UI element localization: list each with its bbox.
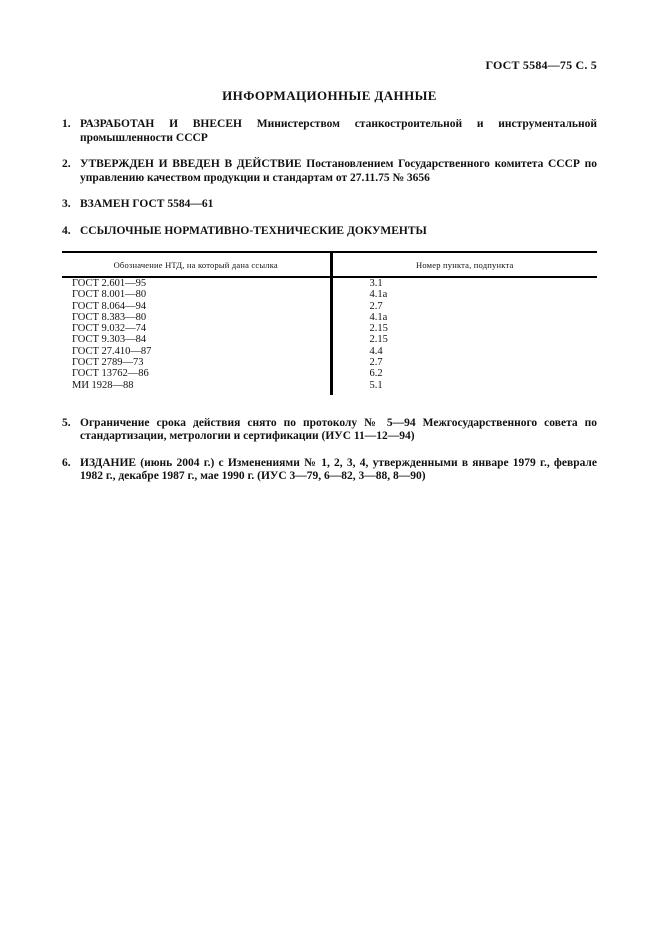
item-number: 2. xyxy=(62,158,71,170)
list-item xyxy=(62,198,597,212)
table-row xyxy=(62,368,597,379)
item-text: РАЗРАБОТАН И ВНЕСЕН Министерством станкостроительной и инструментальной промышленности СССР xyxy=(80,118,597,144)
cell-ntd-designation: ГОСТ 9.303—84 xyxy=(72,334,147,346)
reference-table-header xyxy=(62,252,597,277)
page-title: ИНФОРМАЦИОННЫЕ ДАННЫЕ xyxy=(222,88,437,103)
table-row xyxy=(62,301,597,312)
table-row xyxy=(62,334,597,345)
item-number: 5. xyxy=(62,416,71,429)
table-row xyxy=(62,323,597,334)
table-row xyxy=(62,277,597,289)
column-header-ntd-designation: Обозначение НТД, на который дана ссылка xyxy=(62,252,331,277)
cell-clause-number: 2.7 xyxy=(331,357,597,368)
cell-ntd-designation: ГОСТ 9.032—74 xyxy=(72,323,147,335)
cell-ntd-designation: ГОСТ 2.601—95 xyxy=(72,278,147,289)
cell-ntd-designation: ГОСТ 8.383—80 xyxy=(72,311,147,323)
info-items-before-table xyxy=(62,118,597,238)
reference-table-body xyxy=(62,277,597,395)
cell-clause-number: 4.1а xyxy=(331,312,597,323)
cell-clause-number: 5.1 xyxy=(331,380,597,395)
cell-clause-number: 4.4 xyxy=(331,346,597,357)
cell-clause-number: 2.7 xyxy=(331,301,597,312)
cell-clause-number: 4.1а xyxy=(331,289,597,300)
cell-ntd-designation: ГОСТ 8.001—80 xyxy=(72,289,147,301)
cell-ntd-designation: ГОСТ 8.064—94 xyxy=(72,300,147,312)
list-item xyxy=(62,457,597,484)
cell-ntd-designation: ГОСТ 2789—73 xyxy=(72,357,144,369)
item-text: УТВЕРЖДЕН И ВВЕДЕН В ДЕЙСТВИЕ Постановлением Государственного комитета СССР по управлению качеством продукции и стандартам от 27.11.75 № 3656 xyxy=(80,158,597,184)
reference-table xyxy=(62,251,597,395)
page-header: ГОСТ 5584—75 С. 5 xyxy=(485,58,597,72)
item-number: 6. xyxy=(62,456,71,469)
item-text: ССЫЛОЧНЫЕ НОРМАТИВНО-ТЕХНИЧЕСКИЕ ДОКУМЕНТЫ xyxy=(80,224,427,237)
cell-clause-number: 2.15 xyxy=(331,334,597,345)
list-item xyxy=(62,118,597,145)
item-number: 1. xyxy=(62,118,71,130)
cell-ntd-designation: ГОСТ 13762—86 xyxy=(72,368,149,380)
cell-ntd-designation: МИ 1928—88 xyxy=(72,379,134,391)
table-row xyxy=(62,289,597,300)
item-text: Ограничение срока действия снято по протоколу № 5—94 Межгосударственного совета по стандартизации, метрологии и сертификации (ИУС 11—12—94) xyxy=(80,416,597,443)
item-number: 4. xyxy=(62,224,71,237)
cell-ntd-designation: ГОСТ 27.410—87 xyxy=(72,345,152,357)
item-text: ВЗАМЕН ГОСТ 5584—61 xyxy=(80,198,214,210)
table-row xyxy=(62,312,597,323)
cell-clause-number: 2.15 xyxy=(331,323,597,334)
info-items-after-table xyxy=(62,417,597,484)
list-item xyxy=(62,225,597,239)
list-item xyxy=(62,417,597,444)
cell-clause-number: 6.2 xyxy=(331,368,597,379)
column-header-clause-number: Номер пункта, подпункта xyxy=(331,252,597,277)
item-text: ИЗДАНИЕ (июнь 2004 г.) с Изменениями № 1, 2, 3, 4, утвержденными в январе 1979 г., феврале 1982 г., декабре 1987 г., мае 1990 г. (ИУС 3—79, 6—82, 3—88, 8—90) xyxy=(80,456,597,483)
table-row xyxy=(62,357,597,368)
item-number: 3. xyxy=(62,198,71,210)
table-row xyxy=(62,346,597,357)
cell-clause-number: 3.1 xyxy=(331,277,597,289)
table-row xyxy=(62,380,597,395)
list-item xyxy=(62,158,597,185)
